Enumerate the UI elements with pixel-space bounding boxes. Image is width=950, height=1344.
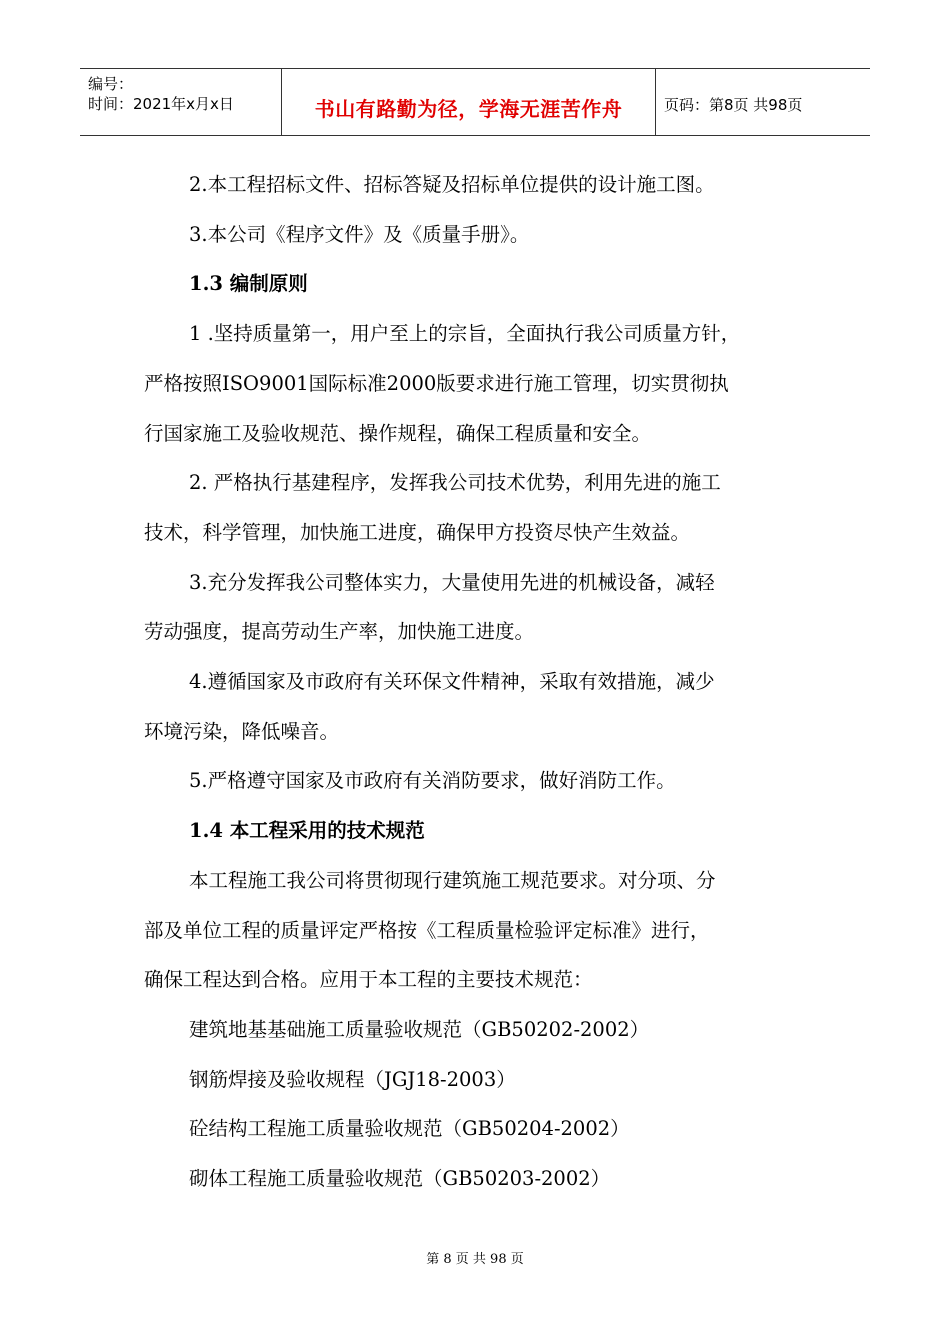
header-motto: 书山有路勤为径，学海无涯苦作舟: [314, 97, 623, 121]
paragraph-line: 环境污染，降低噪音。: [144, 719, 340, 743]
paragraph-line: 5.严格遵守国家及市政府有关消防要求，做好消防工作。: [189, 769, 676, 793]
paragraph-line: 3.本公司《程序文件》及《质量手册》。: [189, 222, 530, 246]
paragraph-line: 1 .坚持质量第一，用户至上的宗旨，全面执行我公司质量方针，: [189, 322, 741, 346]
standard-item: 砼结构工程施工质量验收规范（GB50204-2002）: [189, 1117, 630, 1141]
section-heading: 1.3 编制原则: [189, 272, 308, 296]
standard-item: 钢筋焊接及验收规程（JGJ18-2003）: [189, 1067, 516, 1091]
paragraph-line: 确保工程达到合格。应用于本工程的主要技术规范：: [144, 968, 593, 992]
paragraph-line: 严格按照ISO9001国际标准2000版要求进行施工管理，切实贯彻执: [144, 371, 729, 395]
document-header: [80, 68, 870, 136]
paragraph-line: 2.本工程招标文件、招标答疑及招标单位提供的设计施工图。: [189, 173, 715, 196]
standard-item: 砌体工程施工质量验收规范（GB50203-2002）: [189, 1167, 611, 1191]
header-page-cell: [656, 69, 870, 135]
header-motto-cell: [282, 69, 656, 135]
document-number-label: 编号：: [88, 75, 134, 93]
document-body: [144, 160, 804, 1204]
header-info-cell: [80, 69, 282, 135]
header-page-info: 页码：第8页 共98页: [664, 96, 803, 114]
paragraph-line: 3.充分发挥我公司整体实力，大量使用先进的机械设备，减轻: [189, 570, 715, 594]
standard-item: 建筑地基基础施工质量验收规范（GB50202-2002）: [189, 1017, 650, 1041]
paragraph-line: 4.遵循国家及市政府有关环保文件精神，采取有效措施，减少: [189, 670, 715, 694]
paragraph-line: 行国家施工及验收规范、操作规程，确保工程质量和安全。: [144, 421, 652, 445]
paragraph-line: 2. 严格执行基建程序，发挥我公司技术优势，利用先进的施工: [189, 471, 721, 495]
page-footer: 第 8 页 共 98 页: [426, 1252, 524, 1267]
paragraph-line: 技术，科学管理，加快施工进度，确保甲方投资尽快产生效益。: [144, 520, 691, 544]
paragraph-line: 本工程施工我公司将贯彻现行建筑施工规范要求。对分项、分: [189, 868, 716, 892]
section-heading: 1.4 本工程采用的技术规范: [189, 819, 425, 843]
document-time-label: 时间：2021年x月x日: [88, 95, 234, 113]
paragraph-line: 劳动强度，提高劳动生产率，加快施工进度。: [144, 620, 535, 644]
paragraph-line: 部及单位工程的质量评定严格按《工程质量检验评定标准》进行，: [144, 918, 710, 942]
